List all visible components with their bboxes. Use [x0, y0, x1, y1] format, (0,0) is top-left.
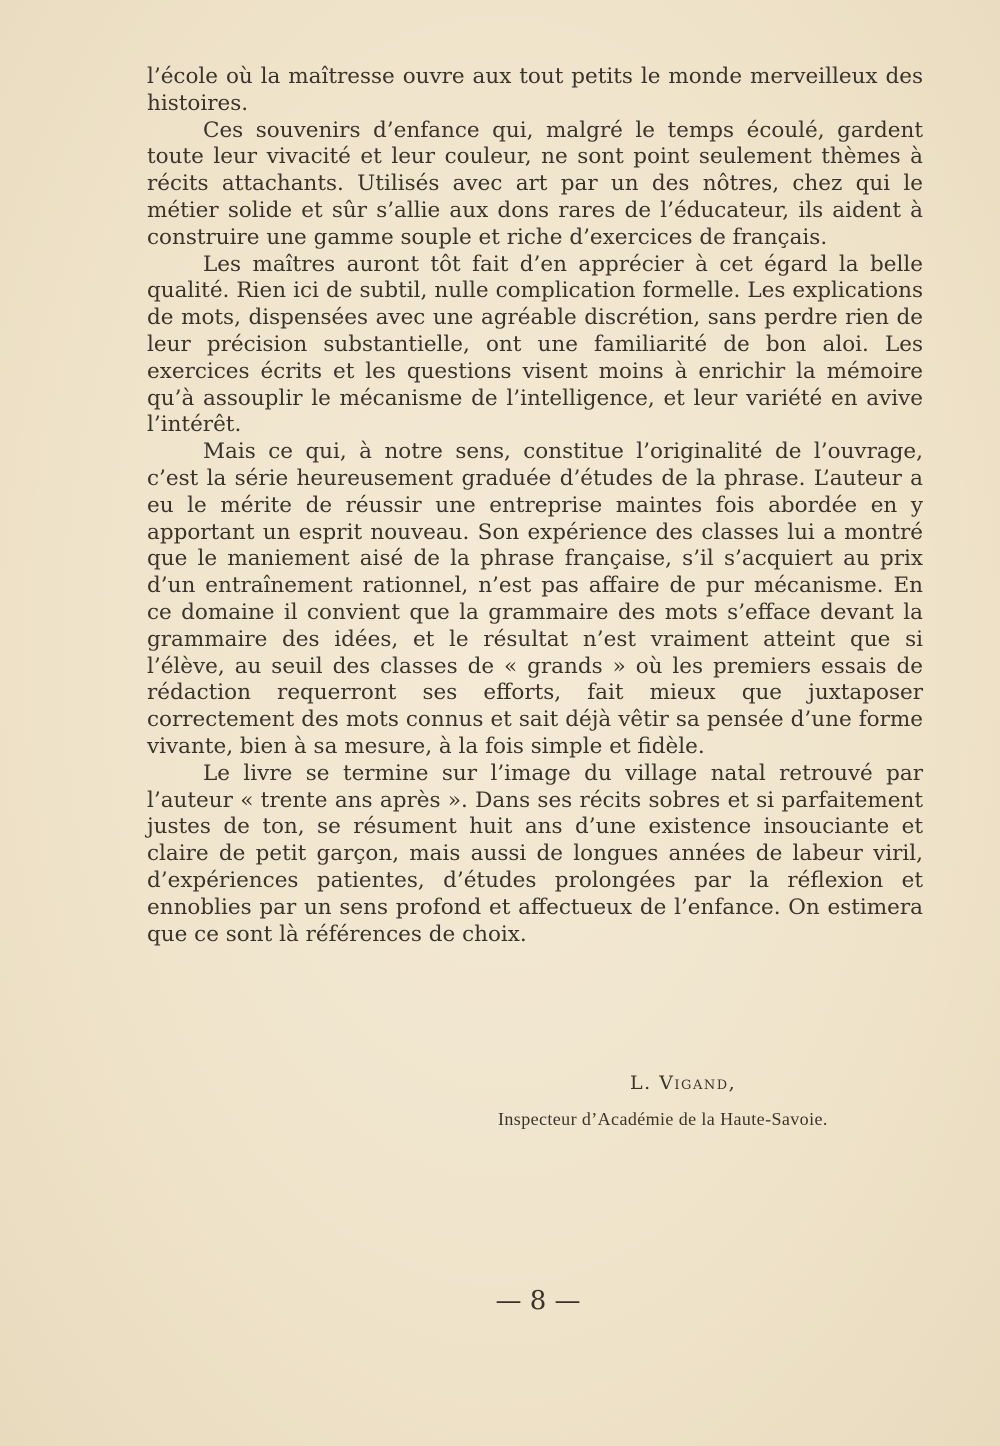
- body-text: [147, 64, 923, 948]
- paragraph: Mais ce qui, à notre sens, constitue l’originalité de l’ouvrage, c’est la série heureusement graduée d’études de la phrase. L’auteur a eu le mérite de réussir une entreprise maintes fois abordée en y apportant un esprit nouveau. Son expérience des classes lui a montré que le maniement aisé de la phrase française, s’il s’acquiert au prix d’un entraînement rationnel, n’est pas affaire de pur mécanisme. En ce domaine il convient que la grammaire des mots s’efface devant la grammaire des idées, et le résultat n’est vraiment atteint que si l’élève, au seuil des classes de « grands » où les premiers essais de rédaction requerront ses efforts, fait mieux que juxtaposer correctement des mots connus et sait déjà vêtir sa pensée d’une forme vivante, bien à sa mesure, à la fois simple et fidèle.: [147, 439, 923, 759]
- page-number: — 8 —: [495, 1286, 581, 1316]
- signature-name-text: L. Vigand,: [630, 1072, 737, 1094]
- paragraph: Le livre se termine sur l’image du village natal retrouvé par l’auteur « trente ans après ». Dans ses récits sobres et si parfaitement justes de ton, se résument huit ans d’une existence insouciante et claire de petit garçon, mais aussi de longues années de labeur viril, d’expériences patientes, d’études prolongées par la réflexion et ennoblies par un sens profond et affectueux de l’enfance. On estimera que ce sont là références de choix.: [147, 760, 923, 947]
- paragraph: Ces souvenirs d’enfance qui, malgré le temps écoulé, gardent toute leur vivacité et leur couleur, ne sont point seulement thèmes à récits attachants. Utilisés avec art par un des nôtres, chez qui le métier solide et sûr s’allie aux dons rares de l’éducateur, ils aident à construire une gamme souple et riche d’exercices de français.: [147, 117, 923, 250]
- signature-name: [630, 1072, 736, 1094]
- signature-title: Inspecteur d’Académie de la Haute-Savoie.: [498, 1109, 828, 1129]
- paragraph: Les maîtres auront tôt fait d’en apprécier à cet égard la belle qualité. Rien ici de subtil, nulle complication formelle. Les explications de mots, dispensées avec une agréable discrétion, sans perdre rien de leur précision substantielle, ont une familiarité de bon aloi. Les exercices écrits et les questions visent moins à enrichir la mémoire qu’à assouplir le mécanisme de l’intelligence, et leur variété en avive l’intérêt.: [147, 251, 923, 438]
- paragraph: l’école où la maîtresse ouvre aux tout petits le monde merveilleux des histoires.: [147, 64, 923, 116]
